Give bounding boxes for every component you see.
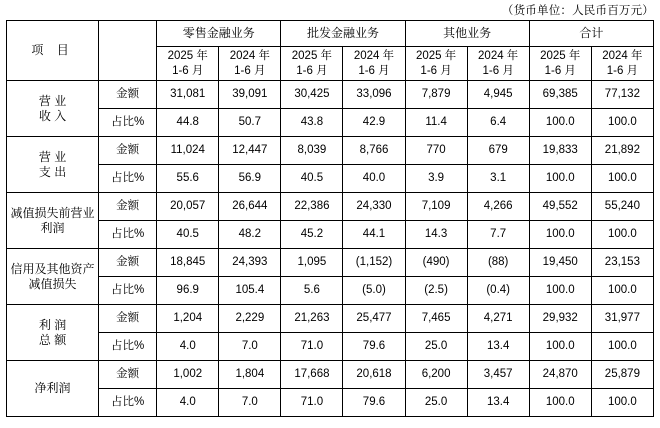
- table-row: [7, 193, 654, 221]
- table-cell-value: 49,552: [529, 193, 591, 221]
- table-cell-value: 25,879: [591, 361, 653, 389]
- table-row: [7, 109, 654, 137]
- table-cell-value: (88): [467, 249, 529, 277]
- table-cell-value: 40.5: [157, 221, 219, 249]
- table-cell-value: 7,109: [405, 193, 467, 221]
- table-cell-value: 55,240: [591, 193, 653, 221]
- header-period-3: 2024 年 1-6 月: [343, 47, 405, 81]
- table-cell-value: 56.9: [219, 165, 281, 193]
- header-metric-blank: [99, 21, 157, 81]
- table-cell-value: 100.0: [591, 389, 653, 417]
- table-cell-value: 100.0: [529, 389, 591, 417]
- row-item-label-line: 利 润: [38, 317, 67, 332]
- header-period-5: 2024 年 1-6 月: [467, 47, 529, 81]
- table-cell-value: (0.4): [467, 277, 529, 305]
- table-row: [7, 277, 654, 305]
- table-row: [7, 221, 654, 249]
- metric-label-amount: 金额: [99, 305, 157, 333]
- table-cell-value: 100.0: [529, 109, 591, 137]
- table-cell-value: 1,804: [219, 361, 281, 389]
- table-cell-value: 20,057: [157, 193, 219, 221]
- metric-label-amount: 金额: [99, 81, 157, 109]
- table-cell-value: 33,096: [343, 81, 405, 109]
- header-period-7: 2024 年 1-6 月: [591, 47, 653, 81]
- table-cell-value: 4.0: [157, 389, 219, 417]
- table-row: [7, 333, 654, 361]
- table-cell-value: 7.0: [219, 333, 281, 361]
- table-cell-value: 17,668: [281, 361, 343, 389]
- table-cell-value: 7.0: [219, 389, 281, 417]
- table-cell-value: 20,618: [343, 361, 405, 389]
- table-cell-value: 13.4: [467, 333, 529, 361]
- table-cell-value: 23,153: [591, 249, 653, 277]
- table-cell-value: 77,132: [591, 81, 653, 109]
- header-group-wholesale: 批发金融业务: [281, 21, 405, 47]
- table-cell-value: 40.0: [343, 165, 405, 193]
- table-cell-value: 43.8: [281, 109, 343, 137]
- table-cell-value: 45.2: [281, 221, 343, 249]
- table-cell-value: 19,450: [529, 249, 591, 277]
- header-period-0: 2025 年 1-6 月: [157, 47, 219, 81]
- table-cell-value: 679: [467, 137, 529, 165]
- row-item-label-line: 净利润: [34, 381, 71, 395]
- table-cell-value: 100.0: [591, 165, 653, 193]
- metric-label-ratio: 占比%: [99, 109, 157, 137]
- table-cell-value: 21,263: [281, 305, 343, 333]
- table-cell-value: 100.0: [591, 109, 653, 137]
- header-period-2: 2025 年 1-6 月: [281, 47, 343, 81]
- table-cell-value: 100.0: [591, 333, 653, 361]
- table-cell-value: 100.0: [591, 277, 653, 305]
- row-item-label-line: 减值损失: [28, 276, 77, 291]
- table-cell-value: 24,870: [529, 361, 591, 389]
- metric-label-ratio: 占比%: [99, 277, 157, 305]
- table-cell-value: 11.4: [405, 109, 467, 137]
- row-item-label-line: 支 出: [38, 164, 67, 179]
- metric-label-ratio: 占比%: [99, 333, 157, 361]
- table-cell-value: 4,945: [467, 81, 529, 109]
- table-cell-value: 100.0: [529, 221, 591, 249]
- row-item-label: [7, 193, 99, 249]
- table-cell-value: 1,002: [157, 361, 219, 389]
- header-group-total: 合计: [529, 21, 653, 47]
- table-cell-value: 100.0: [591, 221, 653, 249]
- table-cell-value: 5.6: [281, 277, 343, 305]
- table-cell-value: 26,644: [219, 193, 281, 221]
- table-cell-value: 31,977: [591, 305, 653, 333]
- table-cell-value: (490): [405, 249, 467, 277]
- table-cell-value: (2.5): [405, 277, 467, 305]
- table-cell-value: 3.9: [405, 165, 467, 193]
- table-cell-value: 4.0: [157, 333, 219, 361]
- row-item-label-line: 利润: [40, 220, 65, 235]
- table-cell-value: 42.9: [343, 109, 405, 137]
- table-cell-value: 22,386: [281, 193, 343, 221]
- row-item-label-line: 减值损失前营业: [10, 205, 95, 220]
- table-cell-value: 24,330: [343, 193, 405, 221]
- table-cell-value: 11,024: [157, 137, 219, 165]
- table-cell-value: 19,833: [529, 137, 591, 165]
- row-item-label: [7, 137, 99, 193]
- header-period-6: 2025 年 1-6 月: [529, 47, 591, 81]
- table-cell-value: (5.0): [343, 277, 405, 305]
- table-cell-value: 4,266: [467, 193, 529, 221]
- table-cell-value: 8,039: [281, 137, 343, 165]
- row-item-label-line: 收 入: [38, 108, 67, 123]
- currency-unit-note: （货币单位：人民币百万元）: [501, 5, 654, 17]
- table-header-group-row: [7, 21, 654, 47]
- segment-financial-table: [6, 20, 654, 417]
- table-cell-value: 1,204: [157, 305, 219, 333]
- table-cell-value: 105.4: [219, 277, 281, 305]
- table-cell-value: 100.0: [529, 333, 591, 361]
- table-cell-value: 25,477: [343, 305, 405, 333]
- row-item-label: [7, 305, 99, 361]
- table-cell-value: 6,200: [405, 361, 467, 389]
- table-cell-value: 44.8: [157, 109, 219, 137]
- table-cell-value: 21,892: [591, 137, 653, 165]
- table-cell-value: 770: [405, 137, 467, 165]
- table-cell-value: 55.6: [157, 165, 219, 193]
- header-item-label: 项 目: [7, 21, 99, 81]
- row-item-label: [7, 249, 99, 305]
- table-cell-value: 14.3: [405, 221, 467, 249]
- table-cell-value: 3.1: [467, 165, 529, 193]
- table-cell-value: 44.1: [343, 221, 405, 249]
- row-item-label-line: 营 业: [38, 149, 67, 164]
- table-cell-value: 71.0: [281, 333, 343, 361]
- table-cell-value: 2,229: [219, 305, 281, 333]
- table-row: [7, 81, 654, 109]
- table-cell-value: 71.0: [281, 389, 343, 417]
- table-cell-value: 12,447: [219, 137, 281, 165]
- table-cell-value: 48.2: [219, 221, 281, 249]
- table-row: [7, 361, 654, 389]
- table-cell-value: 79.6: [343, 333, 405, 361]
- table-row: [7, 165, 654, 193]
- table-cell-value: 4,271: [467, 305, 529, 333]
- table-cell-value: (1,152): [343, 249, 405, 277]
- table-cell-value: 30,425: [281, 81, 343, 109]
- table-cell-value: 6.4: [467, 109, 529, 137]
- metric-label-amount: 金额: [99, 361, 157, 389]
- table-cell-value: 100.0: [529, 277, 591, 305]
- table-row: [7, 305, 654, 333]
- table-cell-value: 79.6: [343, 389, 405, 417]
- metric-label-amount: 金额: [99, 193, 157, 221]
- header-group-other: 其他业务: [405, 21, 529, 47]
- table-cell-value: 25.0: [405, 389, 467, 417]
- row-item-label-line: 营 业: [38, 93, 67, 108]
- table-cell-value: 3,457: [467, 361, 529, 389]
- row-item-label: [7, 81, 99, 137]
- metric-label-amount: 金额: [99, 137, 157, 165]
- table-cell-value: 18,845: [157, 249, 219, 277]
- metric-label-ratio: 占比%: [99, 389, 157, 417]
- header-period-1: 2024 年 1-6 月: [219, 47, 281, 81]
- table-cell-value: 96.9: [157, 277, 219, 305]
- table-cell-value: 39,091: [219, 81, 281, 109]
- header-group-retail: 零售金融业务: [157, 21, 281, 47]
- table-row: [7, 389, 654, 417]
- row-item-label-line: 信用及其他资产: [10, 261, 95, 276]
- header-period-4: 2025 年 1-6 月: [405, 47, 467, 81]
- metric-label-ratio: 占比%: [99, 221, 157, 249]
- table-cell-value: 31,081: [157, 81, 219, 109]
- table-row: [7, 137, 654, 165]
- table-cell-value: 100.0: [529, 165, 591, 193]
- table-cell-value: 24,393: [219, 249, 281, 277]
- table-cell-value: 7.7: [467, 221, 529, 249]
- table-cell-value: 29,932: [529, 305, 591, 333]
- table-cell-value: 7,465: [405, 305, 467, 333]
- row-item-label: [7, 361, 99, 417]
- table-cell-value: 1,095: [281, 249, 343, 277]
- table-row: [7, 249, 654, 277]
- table-cell-value: 8,766: [343, 137, 405, 165]
- table-cell-value: 50.7: [219, 109, 281, 137]
- metric-label-ratio: 占比%: [99, 165, 157, 193]
- table-cell-value: 69,385: [529, 81, 591, 109]
- table-cell-value: 40.5: [281, 165, 343, 193]
- table-body: [7, 81, 654, 417]
- table-cell-value: 7,879: [405, 81, 467, 109]
- row-item-label-line: 总 额: [38, 332, 67, 347]
- table-cell-value: 13.4: [467, 389, 529, 417]
- table-cell-value: 25.0: [405, 333, 467, 361]
- metric-label-amount: 金额: [99, 249, 157, 277]
